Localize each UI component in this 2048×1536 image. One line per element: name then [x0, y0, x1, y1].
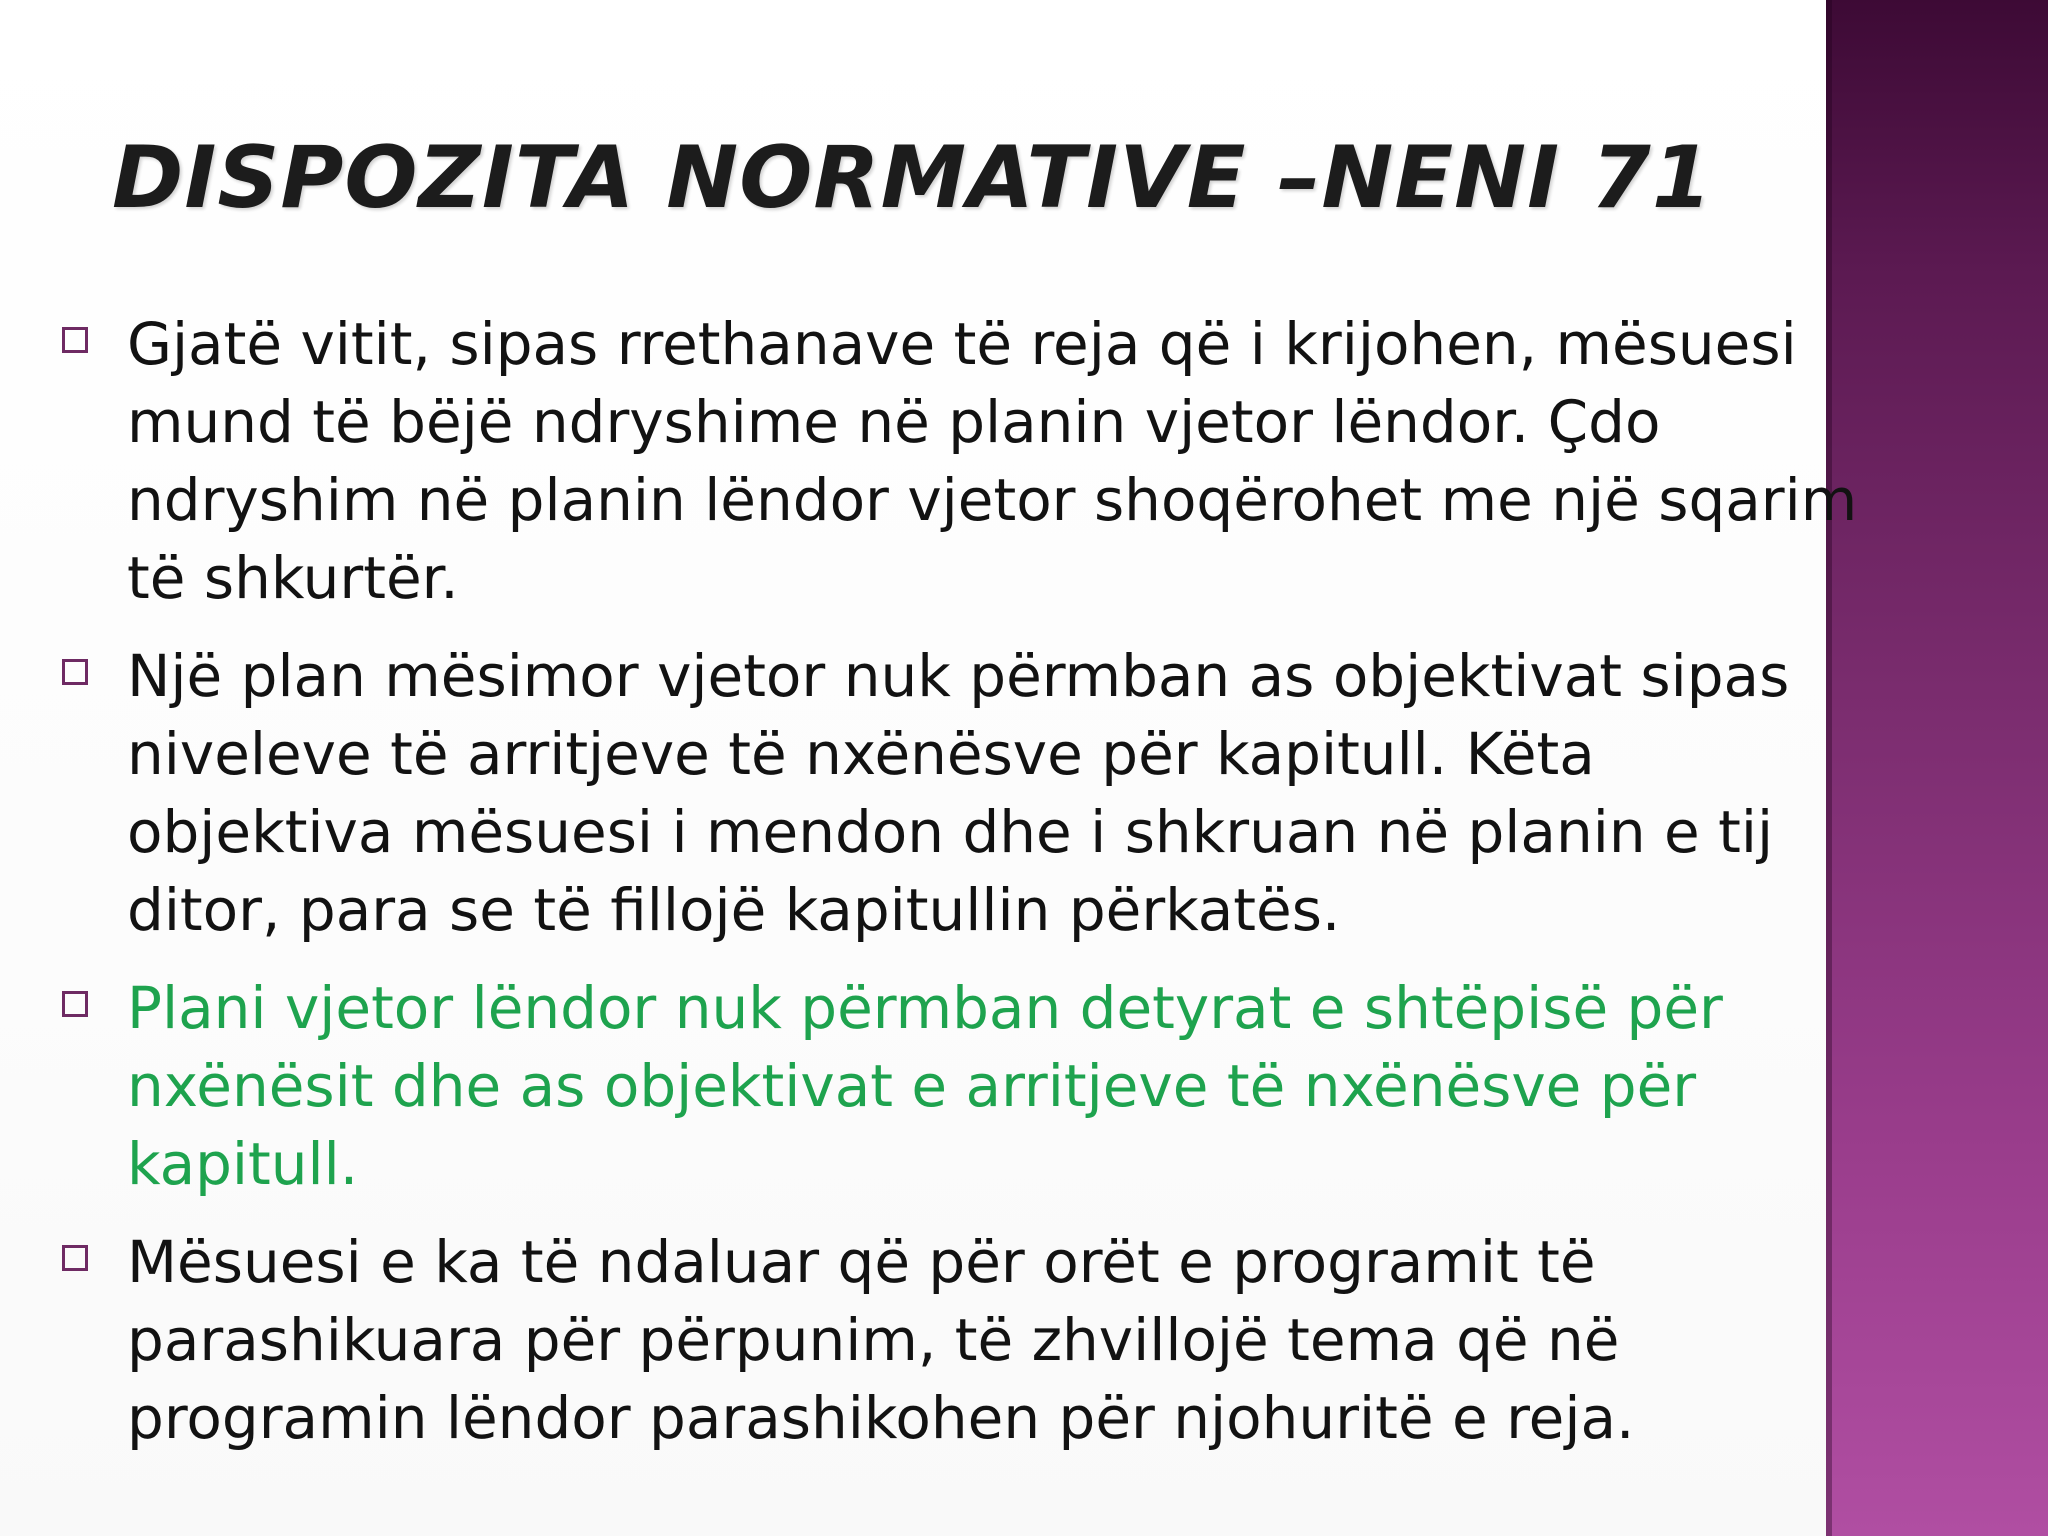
bullet-1-line-4: të shkurtër.	[127, 544, 459, 612]
bullet-1-line-3: ndryshim në planin lëndor vjetor shoqërohet me një sqarim	[127, 466, 1858, 534]
bullet-item-1	[60, 305, 1960, 617]
bullet-1-line-2: mund të bëjë ndryshime në planin vjetor lëndor. Çdo	[127, 388, 1661, 456]
square-bullet-icon	[62, 991, 88, 1017]
bullet-3-line-2: nxënësit dhe as objektivat e arritjeve të nxënësve për	[127, 1052, 1697, 1120]
bullet-item-4	[60, 1223, 1960, 1457]
bullet-2-line-4: ditor, para se të fillojë kapitullin përkatës.	[127, 876, 1341, 944]
bullet-item-3	[60, 969, 1960, 1203]
bullet-2-line-3: objektiva mësuesi i mendon dhe i shkruan në planin e tij	[127, 798, 1774, 866]
square-bullet-icon	[62, 659, 88, 685]
bullet-list	[60, 305, 1960, 1477]
bullet-2-line-1: Një plan mësimor vjetor nuk përmban as objektivat sipas	[127, 642, 1790, 710]
square-bullet-icon	[62, 1245, 88, 1271]
bullet-1-line-1: Gjatë vitit, sipas rrethanave të reja që i krijohen, mësuesi	[127, 310, 1797, 378]
bullet-2-line-2: niveleve të arritjeve të nxënësve për kapitull. Këta	[127, 720, 1595, 788]
bullet-item-2	[60, 637, 1960, 949]
bullet-3-line-3: kapitull.	[127, 1130, 359, 1198]
bullet-4-line-3: programin lëndor parashikohen për njohuritë e reja.	[127, 1384, 1635, 1452]
bullet-3-line-1: Plani vjetor lëndor nuk përmban detyrat e shtëpisë për	[127, 974, 1723, 1042]
bullet-4-line-2: parashikuara për përpunim, të zhvillojë tema që në	[127, 1306, 1620, 1374]
square-bullet-icon	[62, 327, 88, 353]
slide-title: DISPOZITA NORMATIVE –NENI 71	[112, 128, 1713, 228]
bullet-4-line-1: Mësuesi e ka të ndaluar që për orët e programit të	[127, 1228, 1596, 1296]
